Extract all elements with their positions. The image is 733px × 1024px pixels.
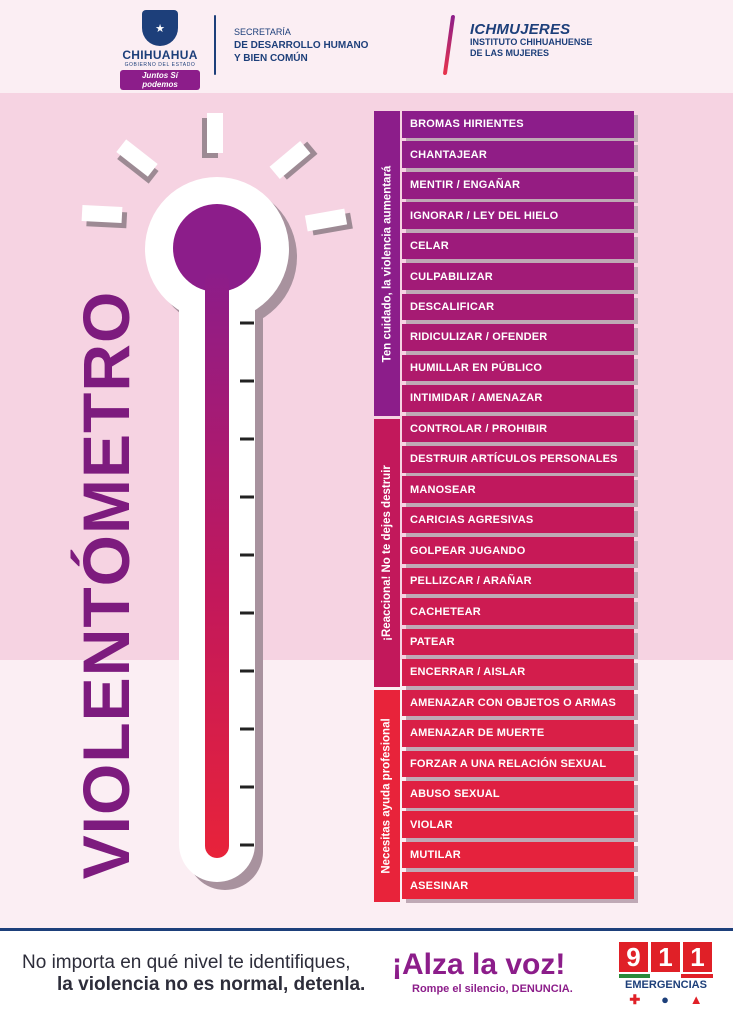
list-item: ENCERRAR / AISLAR (402, 659, 634, 686)
list-item: AMENAZAR CON OBJETOS O ARMAS (402, 690, 634, 717)
category-label-help: Necesitas ayuda profesional (381, 718, 393, 874)
list-item: MANOSEAR (402, 476, 634, 503)
list-item: HUMILLAR EN PÚBLICO (402, 355, 634, 382)
ichmujeres-line1: INSTITUTO CHIHUAHUENSE (470, 37, 593, 47)
secretaria-line2: DE DESARROLLO HUMANO (234, 40, 369, 51)
list-item: CULPABILIZAR (402, 263, 634, 290)
list-item: CARICIAS AGRESIVAS (402, 507, 634, 534)
ichmujeres-line2: DE LAS MUJERES (470, 48, 550, 58)
secretaria-line3: Y BIEN COMÚN (234, 53, 308, 64)
list-item: CHANTAJEAR (402, 141, 634, 168)
list-item: DESCALIFICAR (402, 294, 634, 321)
list-item: IGNORAR / LEY DEL HIELO (402, 202, 634, 229)
footer-message-line1: No importa en qué nivel te identifiques, (22, 952, 351, 973)
chihuahua-name: CHIHUAHUA (122, 48, 198, 62)
footer-message-line2: la violencia no es normal, detenla. (57, 974, 366, 995)
list-item: CELAR (402, 233, 634, 260)
police-cap-icon: ● (661, 992, 669, 1007)
emergency-911-logo (619, 942, 713, 1008)
ichmujeres-title: ICHMUJERES (470, 21, 571, 38)
firefighter-icon: ▲ (689, 992, 703, 1007)
footer-slogan: ¡Alza la voz! (392, 948, 566, 981)
list-item: MENTIR / ENGAÑAR (402, 172, 634, 199)
list-item: RIDICULIZAR / OFENDER (402, 324, 634, 351)
list-item: ABUSO SEXUAL (402, 781, 634, 808)
list-item: AMENAZAR DE MUERTE (402, 720, 634, 747)
category-label-react: ¡Reacciona! No te dejes destruir (381, 465, 393, 641)
list-item: FORZAR A UNA RELACIÓN SEXUAL (402, 751, 634, 778)
chihuahua-tagline: Juntos Sí podemos (120, 70, 200, 90)
medical-cross-icon: ✚ (629, 992, 641, 1007)
category-bar-help (374, 690, 400, 902)
list-item: INTIMIDAR / AMENAZAR (402, 385, 634, 412)
list-item: VIOLAR (402, 811, 634, 838)
chihuahua-sub: GOBIERNO DEL ESTADO (124, 62, 196, 68)
flag-stripe (619, 974, 713, 978)
secretaria-line1: SECRETARÍA (234, 27, 291, 37)
violence-list (402, 111, 634, 903)
list-item: CONTROLAR / PROHIBIR (402, 416, 634, 443)
emergency-digit: 1 (683, 942, 712, 972)
page-title: VIOLENTÓMETRO (69, 290, 143, 880)
list-item: GOLPEAR JUGANDO (402, 537, 634, 564)
emergency-digits (619, 942, 713, 972)
list-item: MUTILAR (402, 842, 634, 869)
footer-subslogan: Rompe el silencio, DENUNCIA. (412, 983, 573, 995)
list-item: ASESINAR (402, 872, 634, 899)
category-bar-caution (374, 111, 400, 416)
thermometer-mercury (205, 270, 229, 858)
category-label-caution: Ten cuidado, la violencia aumentará (381, 165, 393, 362)
list-item: DESTRUIR ARTÍCULOS PERSONALES (402, 446, 634, 473)
list-item: CACHETEAR (402, 598, 634, 625)
category-bar-react (374, 419, 400, 687)
list-item: PATEAR (402, 629, 634, 656)
emergency-digit: 9 (619, 942, 648, 972)
emergency-icons (619, 992, 713, 1008)
shield-icon: ★ (142, 10, 178, 46)
emergency-digit: 1 (651, 942, 680, 972)
list-item: PELLIZCAR / ARAÑAR (402, 568, 634, 595)
list-item: BROMAS HIRIENTES (402, 111, 634, 138)
emergency-label: EMERGENCIAS (625, 979, 707, 991)
